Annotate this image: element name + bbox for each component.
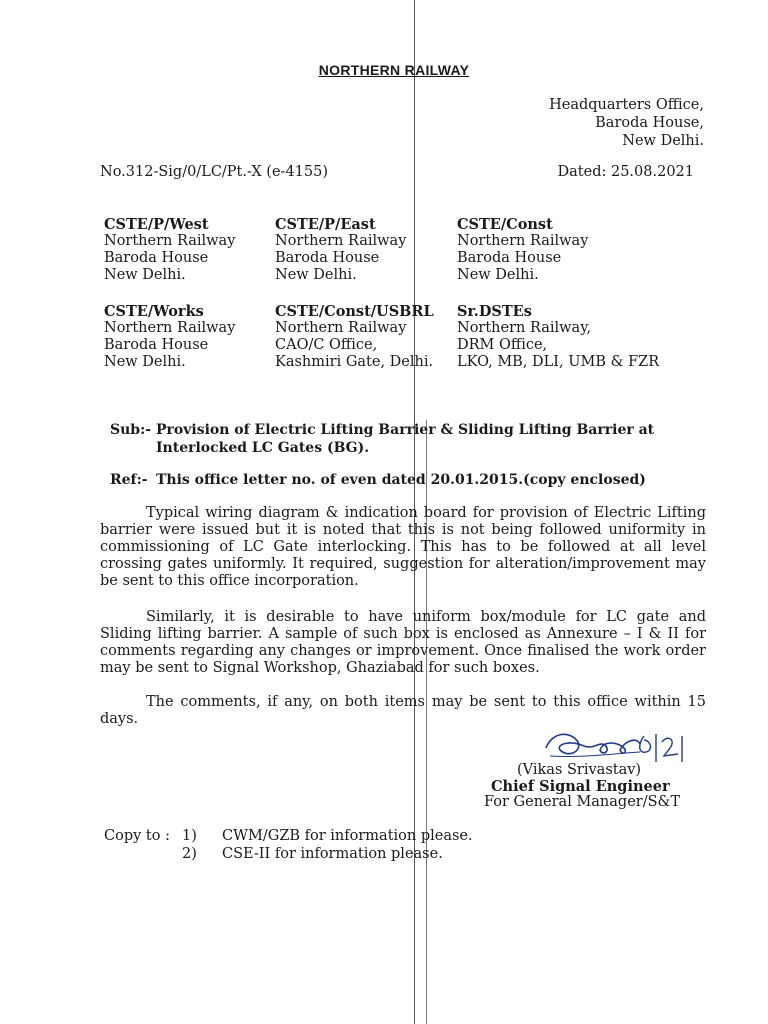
copy-to-item: CSE-II for information please. [222,846,443,862]
addressee-title: CSTE/Works [104,303,204,320]
addressee-line: Northern Railway [104,320,236,336]
office-address [549,96,704,150]
addressee-line: Northern Railway [275,233,407,249]
addressee-title: CSTE/Const [457,216,553,233]
addressee-line: Baroda House [275,250,380,266]
addressee-block [104,303,235,371]
subject-text-line2: Interlocked LC Gates (BG). [156,440,370,456]
organization-heading: NORTHERN RAILWAY [318,62,470,78]
office-address-line: Baroda House, [595,115,704,131]
addressee-title: CSTE/Const/USBRL [275,303,434,320]
addressee-line: Northern Railway [457,233,589,249]
addressee-line: Baroda House [104,337,209,353]
addressee-block [275,303,434,371]
addressee-title: Sr.DSTEs [457,303,532,320]
addressee-line: Northern Railway [104,233,236,249]
addressee-block [457,303,659,371]
subject-line [110,421,690,457]
addressee-line: CAO/C Office, [275,337,378,353]
letter-date: Dated: 25.08.2021 [557,164,694,180]
reference-label: Ref:- [110,472,148,488]
copy-to-label: Copy to : [104,828,170,844]
body-paragraph: Typical wiring diagram & indication board for provision of Electric Lifting barrier were issued but it is noted that this is not being followed uniformity in commissioning of LC Gate interlocking. This has to be followed at all level crossing gates uniformly. It required, suggestion for alteration/improvement may be sent to this office incorporation. [100,505,706,589]
addressee-block [457,216,588,284]
addressee-line: Northern Railway, [457,320,592,336]
addressee-line: New Delhi. [275,267,357,283]
body-paragraph: The comments, if any, on both items may be sent to this office within 15 days. [100,694,706,727]
addressee-block [275,216,406,284]
addressee-title: CSTE/P/East [275,216,376,233]
reference-line [110,472,646,488]
addressee-line: New Delhi. [104,354,186,370]
addressee-line: Baroda House [457,250,562,266]
addressee-title: CSTE/P/West [104,216,209,233]
addressee-line: Baroda House [104,250,209,266]
addressee-block [104,216,235,284]
body-paragraph: Similarly, it is desirable to have uniform box/module for LC gate and Sliding lifting barrier. A sample of such box is enclosed as Annexure – I & II for comments regarding any changes or improvement. Once finalised the work order may be sent to Signal Workshop, Ghaziabad for such boxes. [100,609,706,676]
addressee-line: DRM Office, [457,337,548,353]
signatory-on-behalf: For General Manager/S&T [484,794,681,810]
addressee-line: LKO, MB, DLI, UMB & FZR [457,354,660,370]
subject-text-line1: Provision of Electric Lifting Barrier & Sliding Lifting Barrier at [156,422,655,438]
letter-number: No.312-Sig/0/LC/Pt.-X (e-4155) [100,164,329,180]
reference-text: This office letter no. of even dated 20.01.2015.(copy enclosed) [156,472,646,488]
subject-label: Sub:- [110,422,152,438]
office-address-line: New Delhi. [622,133,704,149]
copy-to-number: 2) [182,846,197,862]
addressee-line: Northern Railway [275,320,407,336]
signatory-name: (Vikas Srivastav) [517,762,642,778]
signatory-designation: Chief Signal Engineer [491,778,670,795]
copy-to-number: 1) [182,828,197,844]
office-address-line: Headquarters Office, [549,97,704,113]
addressee-line: New Delhi. [457,267,539,283]
copy-to-item: CWM/GZB for information please. [222,828,473,844]
addressee-line: New Delhi. [104,267,186,283]
addressee-line: Kashmiri Gate, Delhi. [275,354,434,370]
